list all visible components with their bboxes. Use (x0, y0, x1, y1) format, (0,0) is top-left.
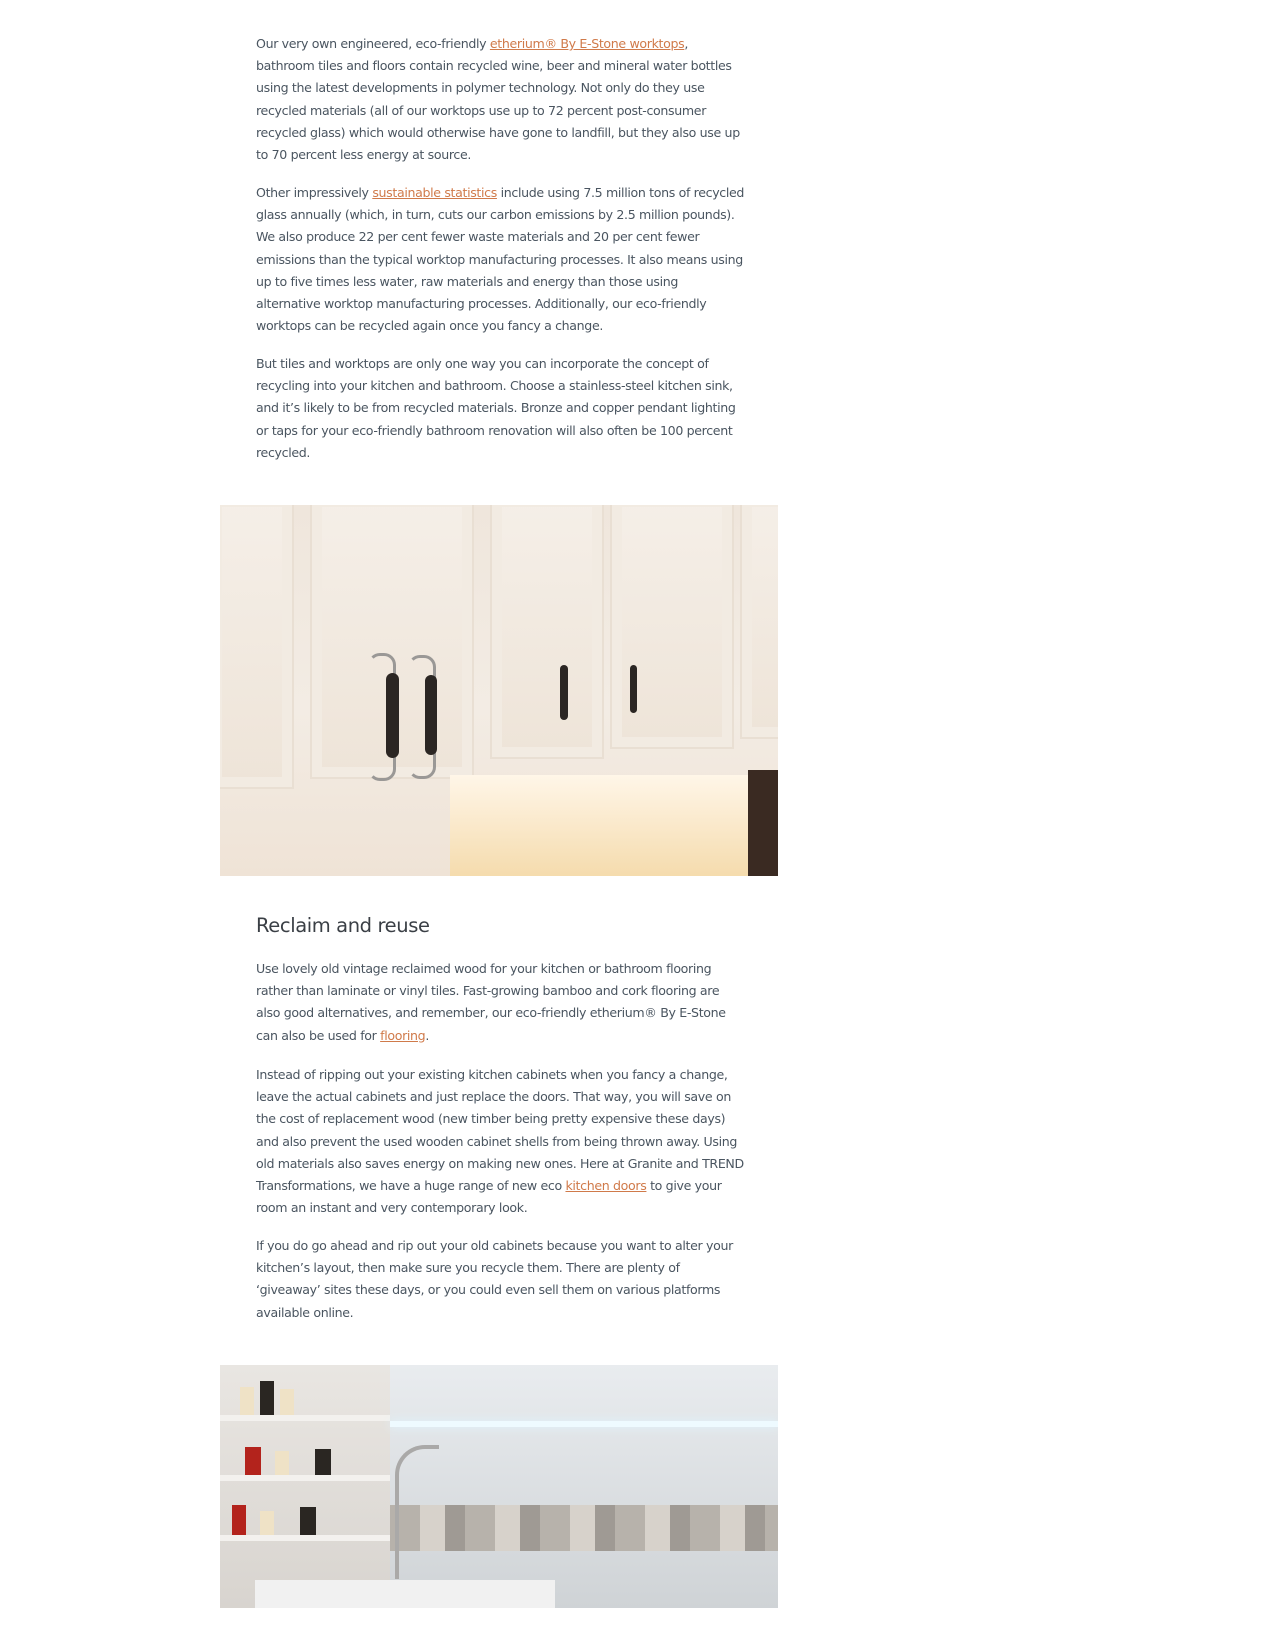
cabinet-handle (386, 673, 399, 758)
cabinet-door (610, 505, 734, 749)
under-cabinet-led (390, 1421, 778, 1427)
tap-icon (395, 1445, 439, 1579)
paragraph-text: , bathroom tiles and floors contain recycled wine, beer and mineral water bottles using the latest developments in polymer technology. Not only do they use recycled materials (all of our worktops use up to 72 percent post-consumer recycled glass) which would otherwise have gone to landfill, but they also use up to 70 percent less energy at source. (256, 36, 740, 163)
article-paragraph (256, 182, 746, 337)
sink-basin (255, 1580, 555, 1608)
paragraph-text: Use lovely old vintage reclaimed wood for your kitchen or bathroom flooring rather than laminate or vinyl tiles. Fast-growing bamboo and cork flooring are also good alternatives, and remember, our eco-friendly etherium® By E-Stone can also be used for (256, 961, 726, 1043)
article-paragraph (256, 33, 746, 166)
window-frame (748, 770, 778, 876)
paragraph-text: Other impressively (256, 185, 373, 200)
cabinet-door (220, 505, 294, 789)
article-paragraph: But tiles and worktops are only one way you can incorporate the concept of recycling into your kitchen and bathroom. Choose a stainless-steel kitchen sink, and it’s likely to be from recycled materials. Bronze and copper pendant lighting or taps for your eco-friendly bathroom renovation will also often be 100 percent recycled. (256, 356, 736, 460)
cabinet-door (740, 505, 778, 739)
paragraph-text: to give your room an instant and very contemporary look. (256, 1178, 722, 1216)
kitchen-doors-link[interactable]: kitchen doors (565, 1178, 647, 1194)
cabinet-handle (630, 665, 637, 713)
mosaic-tile-strip (390, 1505, 778, 1551)
section-heading: Reclaim and reuse (256, 914, 430, 937)
backsplash (390, 1365, 778, 1608)
paragraph-text: Instead of ripping out your existing kitchen cabinets when you fancy a change, leave the actual cabinets and just replace the doors. That way, you will save on the cost of replacement wood (new timber being pretty expensive these days) and also prevent the used wooden cabinet shells from being thrown away. Using old materials also saves energy on making new ones. Here at Granite and TREND Transformations, we have a huge range of new eco (256, 1067, 744, 1194)
under-cabinet-light (450, 775, 778, 876)
cabinet-handle (560, 665, 568, 720)
sustainable-statistics-link[interactable]: sustainable statistics (372, 185, 497, 200)
cabinet-handle (425, 675, 437, 755)
paragraph-text: Our very own engineered, eco-friendly (256, 36, 490, 51)
kitchen-cabinets-photo (220, 505, 778, 876)
etherium-worktops-link[interactable]: etherium® By E-Stone worktops (489, 36, 685, 51)
article-paragraph: If you do go ahead and rip out your old cabinets because you want to alter your kitchen’s layout, then make sure you recycle them. There are plenty of ‘giveaway’ sites these days, or you could even sell them on various platforms available online. (256, 1238, 733, 1320)
cabinet-door (490, 505, 604, 759)
paragraph-text: include using 7.5 million tons of recycled glass annually (which, in turn, cuts our carbon emissions by 2.5 million pounds). We also produce 22 per cent fewer waste materials and 20 per cent fewer emissions than the typical worktop manufacturing processes. It also means using up to five times less water, raw materials and energy than those using alternative worktop manufacturing processes. Additionally, our eco-friendly worktops can be recycled again once you fancy a change. (256, 185, 745, 334)
article-paragraph (256, 958, 746, 1047)
flooring-link[interactable]: flooring (380, 1027, 426, 1043)
shelving-unit (220, 1365, 390, 1608)
kitchen-sink-photo (220, 1365, 778, 1608)
paragraph-text: . (425, 1027, 429, 1043)
article-paragraph (256, 1064, 746, 1219)
